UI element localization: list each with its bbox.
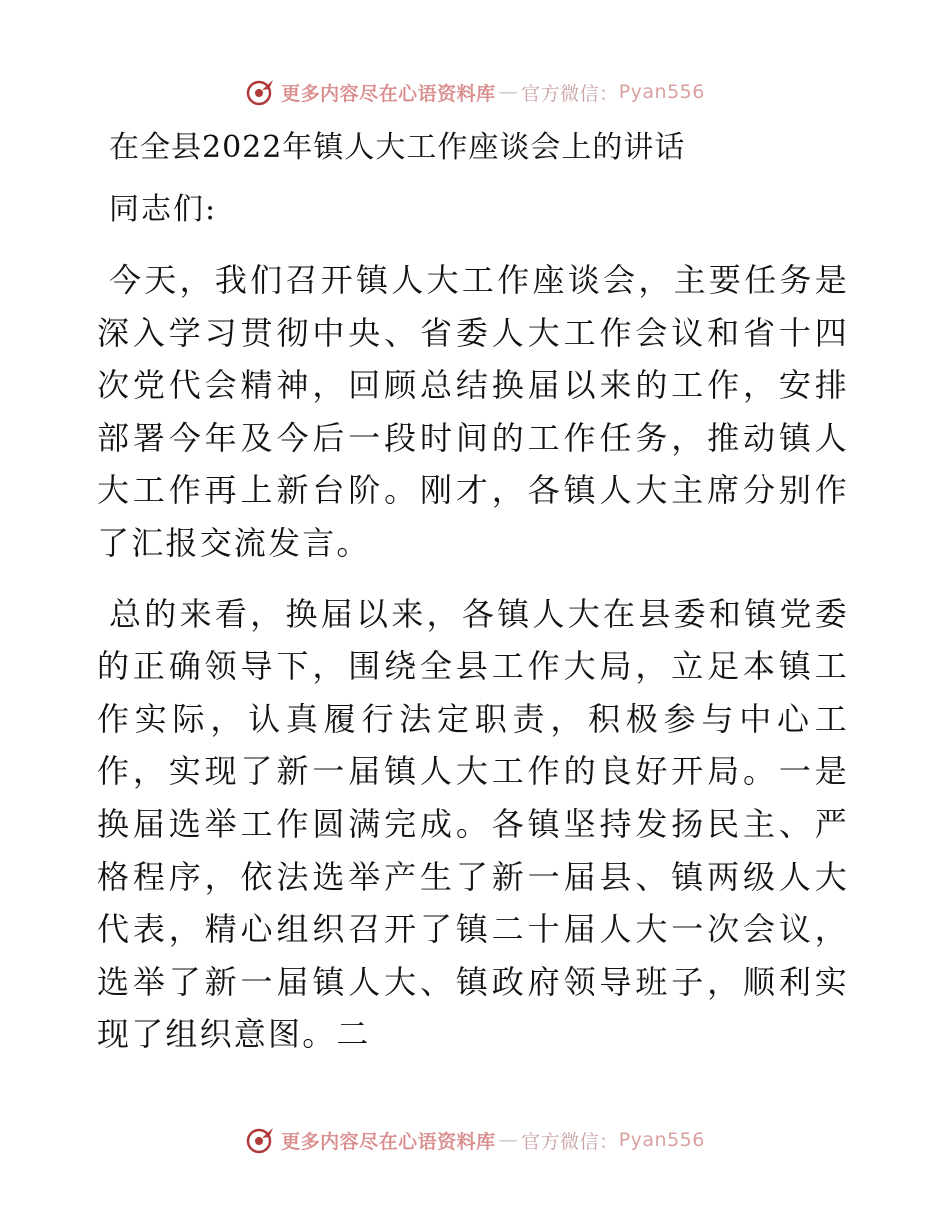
footer-watermark — [0, 1120, 950, 1160]
document-title: 在全县2022年镇人大工作座谈会上的讲话 — [109, 130, 686, 165]
paragraph-1: 今天，我们召开镇人大工作座谈会，主要任务是深入学习贯彻中央、省委人大工作会议和省十四次党代会精神，回顾总结换届以来的工作，安排部署今年及今后一段时间的工作任务，推动镇人大工作再上新台阶。刚才，各镇人大主席分别作了汇报交流发言。 — [97, 261, 849, 562]
quill-seal-icon — [245, 77, 275, 107]
quill-seal-icon — [245, 1125, 275, 1155]
watermark-label: 官方微信： — [521, 1130, 619, 1153]
document-body — [97, 122, 849, 1079]
watermark-wechat-id: Pyan556 — [618, 81, 705, 103]
watermark-brand: 更多内容尽在心语资料库 — [281, 82, 496, 105]
watermark-label: 官方微信： — [521, 82, 619, 105]
salutation: 同志们: — [109, 192, 218, 227]
paragraph-2: 总的来看，换届以来，各镇人大在县委和镇党委的正确领导下，围绕全县工作大局，立足本镇工作实际，认真履行法定职责，积极参与中心工作，实现了新一届镇人大工作的良好开局。一是换届选举工作圆满完成。各镇坚持发扬民主、严格程序，依法选举产生了新一届县、镇两级人大代表，精心组织召开了镇二十届人大一次会议，选举了新一届镇人大、镇政府领导班子，顺利实现了组织意图。二 — [97, 594, 849, 1054]
header-watermark — [0, 72, 950, 112]
watermark-wechat-id: Pyan556 — [618, 1129, 705, 1151]
watermark-brand: 更多内容尽在心语资料库 — [281, 1130, 496, 1153]
watermark-dash: — — [498, 81, 519, 103]
watermark-dash: — — [498, 1129, 519, 1151]
